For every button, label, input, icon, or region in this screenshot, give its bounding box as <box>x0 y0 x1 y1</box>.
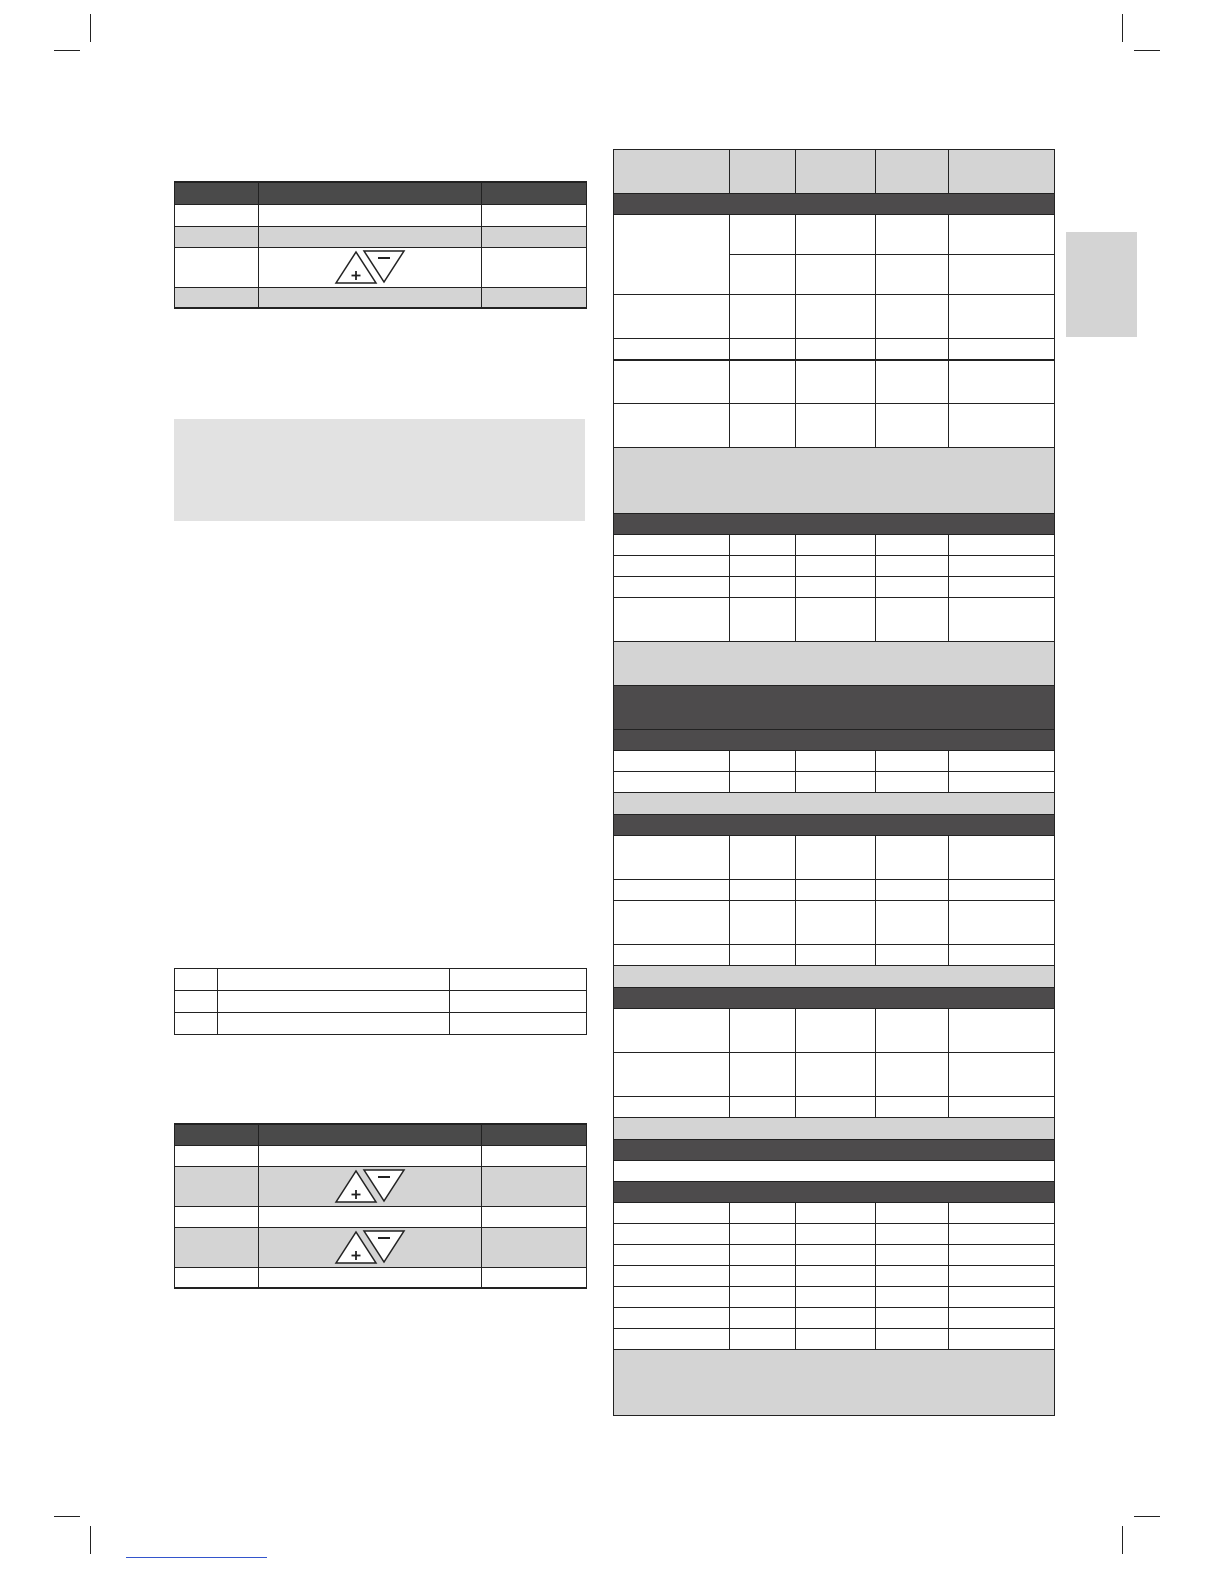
table-header-row <box>614 150 1055 194</box>
table-row <box>614 1203 1055 1224</box>
crop-mark-top-left-v <box>90 14 91 42</box>
table-row <box>614 1245 1055 1266</box>
table-row <box>614 1308 1055 1329</box>
table-row <box>614 1329 1055 1350</box>
table-row <box>175 226 587 247</box>
table-row <box>614 880 1055 901</box>
table-row <box>614 1097 1055 1118</box>
table-row <box>175 204 587 226</box>
table-row <box>614 556 1055 577</box>
table-row <box>614 360 1055 404</box>
table-row <box>614 577 1055 598</box>
crop-mark-bottom-right-v <box>1122 1526 1123 1554</box>
table-row <box>175 1145 587 1166</box>
section-tab-marker <box>1066 232 1137 337</box>
settings-table-1 <box>174 181 587 309</box>
table-row <box>175 247 587 287</box>
settings-table-3 <box>174 1123 587 1289</box>
settings-table-2 <box>174 968 587 1035</box>
table-row <box>614 1224 1055 1245</box>
note-row <box>614 793 1055 815</box>
table-row <box>614 295 1055 339</box>
table-row <box>614 1009 1055 1053</box>
crop-mark-bottom-left-h <box>54 1516 80 1517</box>
section-header-row <box>614 1140 1055 1161</box>
table-row <box>175 1267 587 1288</box>
table-row <box>614 339 1055 360</box>
table-row <box>614 598 1055 642</box>
table-row <box>614 751 1055 772</box>
table-row <box>614 1266 1055 1287</box>
table-row <box>614 1053 1055 1097</box>
note-row <box>614 448 1055 514</box>
table-row <box>175 1166 587 1206</box>
table-row <box>175 1013 587 1035</box>
note-box <box>174 419 585 521</box>
section-header-row <box>614 194 1055 215</box>
table-row <box>614 1287 1055 1308</box>
table-header-row <box>175 1124 587 1145</box>
section-header-row <box>614 730 1055 751</box>
table-row <box>614 901 1055 945</box>
table-row <box>175 1227 587 1267</box>
plus-minus-triangle-icon <box>334 1229 406 1265</box>
table-row <box>175 287 587 308</box>
section-header-row <box>614 815 1055 836</box>
table-row <box>614 945 1055 966</box>
section-header-row <box>614 514 1055 535</box>
section-header-row <box>614 988 1055 1009</box>
table-row <box>175 1206 587 1227</box>
plus-minus-triangle-icon <box>334 1168 406 1204</box>
footer-link[interactable] <box>126 1557 267 1558</box>
crop-mark-top-right-h <box>1134 50 1160 51</box>
note-row <box>614 1118 1055 1140</box>
crop-mark-bottom-right-h <box>1134 1516 1160 1517</box>
table-row <box>614 215 1055 255</box>
table-row <box>614 772 1055 793</box>
table-row <box>614 535 1055 556</box>
table-row <box>175 969 587 991</box>
crop-mark-top-right-v <box>1122 14 1123 42</box>
note-row <box>614 642 1055 686</box>
crop-mark-bottom-left-v <box>90 1526 91 1554</box>
section-header-row <box>614 1182 1055 1203</box>
note-row <box>614 966 1055 988</box>
section-header-row <box>614 686 1055 730</box>
plus-minus-triangle-icon <box>334 249 406 285</box>
specification-table <box>613 149 1055 1416</box>
table-row <box>614 404 1055 448</box>
table-header-row <box>175 182 587 204</box>
table-row <box>614 1161 1055 1182</box>
table-row <box>614 836 1055 880</box>
crop-mark-top-left-h <box>54 50 80 51</box>
note-row <box>614 1350 1055 1416</box>
table-row <box>175 991 587 1013</box>
